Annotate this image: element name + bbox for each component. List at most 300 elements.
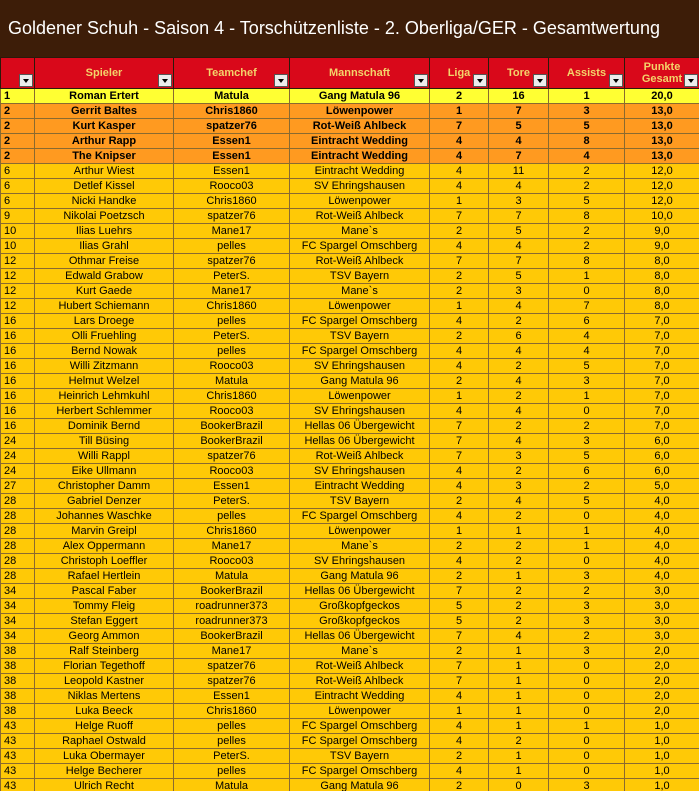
- cell-spieler[interactable]: Nicki Handke: [35, 194, 174, 209]
- cell-spieler[interactable]: Kurt Kasper: [35, 119, 174, 134]
- cell-tore[interactable]: 1: [489, 764, 549, 779]
- cell-liga[interactable]: 4: [430, 359, 489, 374]
- cell-liga[interactable]: 4: [430, 404, 489, 419]
- cell-teamchef[interactable]: Essen1: [174, 164, 290, 179]
- cell-rank[interactable]: 38: [1, 644, 35, 659]
- cell-spieler[interactable]: Georg Ammon: [35, 629, 174, 644]
- cell-assists[interactable]: 2: [549, 164, 625, 179]
- cell-rank[interactable]: 28: [1, 509, 35, 524]
- cell-liga[interactable]: 4: [430, 179, 489, 194]
- cell-rank[interactable]: 43: [1, 749, 35, 764]
- cell-liga[interactable]: 4: [430, 239, 489, 254]
- cell-rank[interactable]: 28: [1, 569, 35, 584]
- cell-punkte[interactable]: 3,0: [625, 629, 699, 644]
- cell-assists[interactable]: 7: [549, 299, 625, 314]
- cell-punkte[interactable]: 3,0: [625, 584, 699, 599]
- cell-assists[interactable]: 4: [549, 329, 625, 344]
- cell-teamchef[interactable]: Rooco03: [174, 404, 290, 419]
- cell-tore[interactable]: 5: [489, 224, 549, 239]
- cell-liga[interactable]: 4: [430, 764, 489, 779]
- cell-tore[interactable]: 4: [489, 134, 549, 149]
- cell-teamchef[interactable]: Chris1860: [174, 299, 290, 314]
- cell-rank[interactable]: 24: [1, 464, 35, 479]
- cell-mannschaft[interactable]: Rot-Weiß Ahlbeck: [290, 254, 430, 269]
- cell-liga[interactable]: 4: [430, 134, 489, 149]
- cell-assists[interactable]: 8: [549, 254, 625, 269]
- cell-mannschaft[interactable]: Löwenpower: [290, 704, 430, 719]
- filter-dropdown-icon[interactable]: [158, 74, 172, 87]
- cell-rank[interactable]: 43: [1, 779, 35, 791]
- cell-assists[interactable]: 2: [549, 239, 625, 254]
- cell-liga[interactable]: 2: [430, 284, 489, 299]
- cell-assists[interactable]: 1: [549, 89, 625, 104]
- cell-mannschaft[interactable]: FC Spargel Omschberg: [290, 509, 430, 524]
- cell-teamchef[interactable]: Chris1860: [174, 524, 290, 539]
- cell-assists[interactable]: 5: [549, 494, 625, 509]
- cell-liga[interactable]: 7: [430, 659, 489, 674]
- cell-teamchef[interactable]: roadrunner373: [174, 599, 290, 614]
- cell-assists[interactable]: 0: [549, 284, 625, 299]
- cell-tore[interactable]: 3: [489, 449, 549, 464]
- cell-teamchef[interactable]: pelles: [174, 764, 290, 779]
- cell-spieler[interactable]: Ilias Grahl: [35, 239, 174, 254]
- cell-mannschaft[interactable]: Hellas 06 Übergewicht: [290, 584, 430, 599]
- cell-rank[interactable]: 28: [1, 524, 35, 539]
- cell-punkte[interactable]: 13,0: [625, 104, 699, 119]
- cell-assists[interactable]: 0: [549, 764, 625, 779]
- cell-spieler[interactable]: Niklas Mertens: [35, 689, 174, 704]
- cell-rank[interactable]: 28: [1, 539, 35, 554]
- cell-teamchef[interactable]: Mane17: [174, 539, 290, 554]
- cell-mannschaft[interactable]: Rot-Weiß Ahlbeck: [290, 119, 430, 134]
- cell-liga[interactable]: 7: [430, 629, 489, 644]
- cell-punkte[interactable]: 6,0: [625, 434, 699, 449]
- cell-teamchef[interactable]: BookerBrazil: [174, 434, 290, 449]
- cell-tore[interactable]: 2: [489, 614, 549, 629]
- cell-tore[interactable]: 7: [489, 149, 549, 164]
- cell-spieler[interactable]: Helge Ruoff: [35, 719, 174, 734]
- cell-tore[interactable]: 1: [489, 659, 549, 674]
- cell-tore[interactable]: 7: [489, 209, 549, 224]
- cell-spieler[interactable]: Herbert Schlemmer: [35, 404, 174, 419]
- cell-assists[interactable]: 5: [549, 449, 625, 464]
- cell-rank[interactable]: 16: [1, 404, 35, 419]
- cell-tore[interactable]: 0: [489, 779, 549, 791]
- cell-spieler[interactable]: Kurt Gaede: [35, 284, 174, 299]
- cell-teamchef[interactable]: pelles: [174, 239, 290, 254]
- cell-liga[interactable]: 2: [430, 539, 489, 554]
- cell-spieler[interactable]: Ilias Luehrs: [35, 224, 174, 239]
- cell-mannschaft[interactable]: Hellas 06 Übergewicht: [290, 419, 430, 434]
- cell-mannschaft[interactable]: Rot-Weiß Ahlbeck: [290, 449, 430, 464]
- cell-punkte[interactable]: 7,0: [625, 329, 699, 344]
- cell-punkte[interactable]: 1,0: [625, 764, 699, 779]
- cell-teamchef[interactable]: Essen1: [174, 689, 290, 704]
- cell-tore[interactable]: 2: [489, 314, 549, 329]
- cell-tore[interactable]: 2: [489, 599, 549, 614]
- cell-tore[interactable]: 4: [489, 434, 549, 449]
- cell-teamchef[interactable]: Essen1: [174, 149, 290, 164]
- filter-dropdown-icon[interactable]: [684, 74, 698, 87]
- cell-mannschaft[interactable]: Mane`s: [290, 644, 430, 659]
- cell-punkte[interactable]: 4,0: [625, 524, 699, 539]
- cell-punkte[interactable]: 1,0: [625, 779, 699, 791]
- cell-rank[interactable]: 34: [1, 629, 35, 644]
- cell-punkte[interactable]: 9,0: [625, 224, 699, 239]
- cell-liga[interactable]: 2: [430, 749, 489, 764]
- cell-teamchef[interactable]: spatzer76: [174, 209, 290, 224]
- cell-rank[interactable]: 1: [1, 89, 35, 104]
- cell-rank[interactable]: 6: [1, 179, 35, 194]
- cell-teamchef[interactable]: BookerBrazil: [174, 629, 290, 644]
- cell-punkte[interactable]: 6,0: [625, 464, 699, 479]
- cell-liga[interactable]: 7: [430, 674, 489, 689]
- cell-tore[interactable]: 7: [489, 104, 549, 119]
- cell-tore[interactable]: 2: [489, 419, 549, 434]
- cell-liga[interactable]: 1: [430, 194, 489, 209]
- cell-tore[interactable]: 4: [489, 494, 549, 509]
- cell-assists[interactable]: 3: [549, 569, 625, 584]
- cell-spieler[interactable]: Olli Fruehling: [35, 329, 174, 344]
- cell-tore[interactable]: 1: [489, 644, 549, 659]
- cell-punkte[interactable]: 8,0: [625, 254, 699, 269]
- cell-rank[interactable]: 2: [1, 104, 35, 119]
- filter-dropdown-icon[interactable]: [274, 74, 288, 87]
- cell-spieler[interactable]: Eike Ullmann: [35, 464, 174, 479]
- cell-mannschaft[interactable]: Eintracht Wedding: [290, 479, 430, 494]
- cell-mannschaft[interactable]: FC Spargel Omschberg: [290, 719, 430, 734]
- cell-punkte[interactable]: 8,0: [625, 299, 699, 314]
- cell-tore[interactable]: 4: [489, 239, 549, 254]
- cell-teamchef[interactable]: spatzer76: [174, 449, 290, 464]
- cell-tore[interactable]: 1: [489, 524, 549, 539]
- cell-tore[interactable]: 11: [489, 164, 549, 179]
- cell-liga[interactable]: 7: [430, 419, 489, 434]
- cell-liga[interactable]: 7: [430, 449, 489, 464]
- cell-teamchef[interactable]: pelles: [174, 734, 290, 749]
- cell-mannschaft[interactable]: Eintracht Wedding: [290, 689, 430, 704]
- cell-tore[interactable]: 4: [489, 374, 549, 389]
- cell-teamchef[interactable]: BookerBrazil: [174, 419, 290, 434]
- cell-rank[interactable]: 43: [1, 764, 35, 779]
- cell-mannschaft[interactable]: Gang Matula 96: [290, 779, 430, 791]
- cell-assists[interactable]: 4: [549, 149, 625, 164]
- cell-spieler[interactable]: Bernd Nowak: [35, 344, 174, 359]
- cell-spieler[interactable]: Detlef Kissel: [35, 179, 174, 194]
- cell-tore[interactable]: 1: [489, 689, 549, 704]
- cell-spieler[interactable]: Dominik Bernd: [35, 419, 174, 434]
- cell-teamchef[interactable]: roadrunner373: [174, 614, 290, 629]
- cell-teamchef[interactable]: Mane17: [174, 284, 290, 299]
- cell-teamchef[interactable]: PeterS.: [174, 329, 290, 344]
- cell-assists[interactable]: 0: [549, 734, 625, 749]
- cell-assists[interactable]: 5: [549, 119, 625, 134]
- cell-mannschaft[interactable]: SV Ehringshausen: [290, 404, 430, 419]
- cell-spieler[interactable]: Othmar Freise: [35, 254, 174, 269]
- cell-spieler[interactable]: Arthur Wiest: [35, 164, 174, 179]
- cell-punkte[interactable]: 4,0: [625, 539, 699, 554]
- cell-punkte[interactable]: 6,0: [625, 449, 699, 464]
- cell-rank[interactable]: 24: [1, 449, 35, 464]
- cell-mannschaft[interactable]: TSV Bayern: [290, 269, 430, 284]
- cell-teamchef[interactable]: PeterS.: [174, 749, 290, 764]
- cell-rank[interactable]: 16: [1, 374, 35, 389]
- cell-rank[interactable]: 28: [1, 554, 35, 569]
- cell-liga[interactable]: 4: [430, 464, 489, 479]
- cell-rank[interactable]: 10: [1, 224, 35, 239]
- cell-tore[interactable]: 4: [489, 299, 549, 314]
- cell-tore[interactable]: 2: [489, 554, 549, 569]
- cell-spieler[interactable]: Tommy Fleig: [35, 599, 174, 614]
- cell-assists[interactable]: 1: [549, 269, 625, 284]
- cell-punkte[interactable]: 10,0: [625, 209, 699, 224]
- cell-spieler[interactable]: Johannes Waschke: [35, 509, 174, 524]
- cell-liga[interactable]: 5: [430, 614, 489, 629]
- cell-spieler[interactable]: Alex Oppermann: [35, 539, 174, 554]
- cell-tore[interactable]: 1: [489, 749, 549, 764]
- cell-tore[interactable]: 1: [489, 569, 549, 584]
- cell-spieler[interactable]: Heinrich Lehmkuhl: [35, 389, 174, 404]
- cell-rank[interactable]: 34: [1, 584, 35, 599]
- cell-mannschaft[interactable]: FC Spargel Omschberg: [290, 734, 430, 749]
- cell-rank[interactable]: 16: [1, 344, 35, 359]
- cell-mannschaft[interactable]: Großkopfgeckos: [290, 599, 430, 614]
- cell-mannschaft[interactable]: Löwenpower: [290, 194, 430, 209]
- cell-tore[interactable]: 4: [489, 404, 549, 419]
- cell-mannschaft[interactable]: Mane`s: [290, 539, 430, 554]
- cell-punkte[interactable]: 7,0: [625, 419, 699, 434]
- cell-assists[interactable]: 0: [549, 659, 625, 674]
- cell-mannschaft[interactable]: FC Spargel Omschberg: [290, 314, 430, 329]
- cell-liga[interactable]: 2: [430, 779, 489, 791]
- cell-tore[interactable]: 2: [489, 584, 549, 599]
- cell-liga[interactable]: 4: [430, 314, 489, 329]
- cell-punkte[interactable]: 1,0: [625, 719, 699, 734]
- cell-rank[interactable]: 6: [1, 194, 35, 209]
- cell-assists[interactable]: 3: [549, 614, 625, 629]
- cell-assists[interactable]: 3: [549, 779, 625, 791]
- cell-teamchef[interactable]: Mane17: [174, 224, 290, 239]
- cell-teamchef[interactable]: spatzer76: [174, 674, 290, 689]
- cell-mannschaft[interactable]: Mane`s: [290, 224, 430, 239]
- cell-assists[interactable]: 3: [549, 434, 625, 449]
- cell-tore[interactable]: 2: [489, 389, 549, 404]
- cell-mannschaft[interactable]: Eintracht Wedding: [290, 149, 430, 164]
- cell-liga[interactable]: 4: [430, 719, 489, 734]
- cell-assists[interactable]: 1: [549, 719, 625, 734]
- cell-mannschaft[interactable]: Gang Matula 96: [290, 569, 430, 584]
- cell-rank[interactable]: 6: [1, 164, 35, 179]
- cell-spieler[interactable]: Christoph Loeffler: [35, 554, 174, 569]
- cell-assists[interactable]: 2: [549, 584, 625, 599]
- cell-teamchef[interactable]: pelles: [174, 314, 290, 329]
- cell-rank[interactable]: 12: [1, 269, 35, 284]
- cell-teamchef[interactable]: Rooco03: [174, 464, 290, 479]
- cell-assists[interactable]: 1: [549, 524, 625, 539]
- cell-tore[interactable]: 16: [489, 89, 549, 104]
- cell-liga[interactable]: 7: [430, 584, 489, 599]
- cell-spieler[interactable]: Ralf Steinberg: [35, 644, 174, 659]
- cell-teamchef[interactable]: Mane17: [174, 644, 290, 659]
- cell-rank[interactable]: 2: [1, 119, 35, 134]
- cell-teamchef[interactable]: pelles: [174, 509, 290, 524]
- cell-teamchef[interactable]: spatzer76: [174, 254, 290, 269]
- cell-punkte[interactable]: 7,0: [625, 374, 699, 389]
- cell-punkte[interactable]: 4,0: [625, 509, 699, 524]
- cell-mannschaft[interactable]: Gang Matula 96: [290, 374, 430, 389]
- cell-liga[interactable]: 7: [430, 119, 489, 134]
- cell-tore[interactable]: 2: [489, 509, 549, 524]
- cell-liga[interactable]: 7: [430, 434, 489, 449]
- cell-mannschaft[interactable]: Hellas 06 Übergewicht: [290, 629, 430, 644]
- cell-spieler[interactable]: Pascal Faber: [35, 584, 174, 599]
- cell-liga[interactable]: 5: [430, 599, 489, 614]
- cell-teamchef[interactable]: Matula: [174, 89, 290, 104]
- cell-mannschaft[interactable]: SV Ehringshausen: [290, 359, 430, 374]
- cell-spieler[interactable]: Luka Beeck: [35, 704, 174, 719]
- cell-punkte[interactable]: 8,0: [625, 269, 699, 284]
- cell-mannschaft[interactable]: Hellas 06 Übergewicht: [290, 434, 430, 449]
- cell-assists[interactable]: 0: [549, 404, 625, 419]
- cell-assists[interactable]: 3: [549, 104, 625, 119]
- cell-punkte[interactable]: 12,0: [625, 164, 699, 179]
- cell-punkte[interactable]: 2,0: [625, 644, 699, 659]
- cell-rank[interactable]: 12: [1, 254, 35, 269]
- cell-liga[interactable]: 2: [430, 494, 489, 509]
- cell-mannschaft[interactable]: SV Ehringshausen: [290, 554, 430, 569]
- cell-punkte[interactable]: 9,0: [625, 239, 699, 254]
- cell-spieler[interactable]: The Knipser: [35, 149, 174, 164]
- cell-spieler[interactable]: Nikolai Poetzsch: [35, 209, 174, 224]
- cell-rank[interactable]: 16: [1, 359, 35, 374]
- cell-mannschaft[interactable]: Rot-Weiß Ahlbeck: [290, 209, 430, 224]
- cell-rank[interactable]: 2: [1, 134, 35, 149]
- cell-punkte[interactable]: 20,0: [625, 89, 699, 104]
- cell-teamchef[interactable]: BookerBrazil: [174, 584, 290, 599]
- cell-tore[interactable]: 2: [489, 359, 549, 374]
- cell-tore[interactable]: 3: [489, 284, 549, 299]
- cell-liga[interactable]: 7: [430, 254, 489, 269]
- cell-liga[interactable]: 2: [430, 329, 489, 344]
- cell-rank[interactable]: 9: [1, 209, 35, 224]
- cell-rank[interactable]: 34: [1, 614, 35, 629]
- cell-spieler[interactable]: Marvin Greipl: [35, 524, 174, 539]
- cell-assists[interactable]: 3: [549, 599, 625, 614]
- cell-mannschaft[interactable]: TSV Bayern: [290, 494, 430, 509]
- cell-rank[interactable]: 12: [1, 299, 35, 314]
- filter-dropdown-icon[interactable]: [19, 74, 33, 87]
- cell-liga[interactable]: 7: [430, 209, 489, 224]
- cell-liga[interactable]: 1: [430, 104, 489, 119]
- cell-teamchef[interactable]: spatzer76: [174, 119, 290, 134]
- cell-liga[interactable]: 1: [430, 704, 489, 719]
- cell-assists[interactable]: 2: [549, 629, 625, 644]
- cell-rank[interactable]: 27: [1, 479, 35, 494]
- cell-punkte[interactable]: 2,0: [625, 704, 699, 719]
- cell-punkte[interactable]: 5,0: [625, 479, 699, 494]
- cell-teamchef[interactable]: Chris1860: [174, 104, 290, 119]
- cell-assists[interactable]: 1: [549, 539, 625, 554]
- cell-spieler[interactable]: Helmut Welzel: [35, 374, 174, 389]
- cell-assists[interactable]: 0: [549, 509, 625, 524]
- cell-punkte[interactable]: 13,0: [625, 119, 699, 134]
- cell-teamchef[interactable]: Matula: [174, 374, 290, 389]
- cell-liga[interactable]: 4: [430, 509, 489, 524]
- filter-dropdown-icon[interactable]: [414, 74, 428, 87]
- cell-teamchef[interactable]: Essen1: [174, 479, 290, 494]
- filter-dropdown-icon[interactable]: [533, 74, 547, 87]
- cell-mannschaft[interactable]: FC Spargel Omschberg: [290, 239, 430, 254]
- cell-teamchef[interactable]: Chris1860: [174, 704, 290, 719]
- cell-spieler[interactable]: Willi Zitzmann: [35, 359, 174, 374]
- cell-liga[interactable]: 1: [430, 524, 489, 539]
- cell-assists[interactable]: 0: [549, 749, 625, 764]
- cell-teamchef[interactable]: pelles: [174, 344, 290, 359]
- cell-punkte[interactable]: 13,0: [625, 149, 699, 164]
- cell-teamchef[interactable]: PeterS.: [174, 269, 290, 284]
- cell-spieler[interactable]: Willi Rappl: [35, 449, 174, 464]
- cell-liga[interactable]: 4: [430, 479, 489, 494]
- cell-assists[interactable]: 0: [549, 704, 625, 719]
- cell-tore[interactable]: 1: [489, 674, 549, 689]
- cell-teamchef[interactable]: pelles: [174, 719, 290, 734]
- cell-assists[interactable]: 1: [549, 389, 625, 404]
- cell-liga[interactable]: 2: [430, 89, 489, 104]
- cell-assists[interactable]: 6: [549, 464, 625, 479]
- cell-mannschaft[interactable]: FC Spargel Omschberg: [290, 764, 430, 779]
- cell-spieler[interactable]: Christopher Damm: [35, 479, 174, 494]
- cell-rank[interactable]: 16: [1, 314, 35, 329]
- cell-mannschaft[interactable]: Löwenpower: [290, 104, 430, 119]
- cell-mannschaft[interactable]: Eintracht Wedding: [290, 164, 430, 179]
- cell-mannschaft[interactable]: Großkopfgeckos: [290, 614, 430, 629]
- cell-tore[interactable]: 2: [489, 464, 549, 479]
- cell-spieler[interactable]: Hubert Schiemann: [35, 299, 174, 314]
- cell-assists[interactable]: 3: [549, 374, 625, 389]
- cell-mannschaft[interactable]: Löwenpower: [290, 524, 430, 539]
- cell-mannschaft[interactable]: Gang Matula 96: [290, 89, 430, 104]
- cell-rank[interactable]: 28: [1, 494, 35, 509]
- filter-dropdown-icon[interactable]: [473, 74, 487, 87]
- cell-punkte[interactable]: 2,0: [625, 674, 699, 689]
- cell-tore[interactable]: 4: [489, 344, 549, 359]
- cell-rank[interactable]: 43: [1, 734, 35, 749]
- cell-spieler[interactable]: Gerrit Baltes: [35, 104, 174, 119]
- cell-tore[interactable]: 4: [489, 179, 549, 194]
- cell-mannschaft[interactable]: Löwenpower: [290, 299, 430, 314]
- cell-assists[interactable]: 4: [549, 344, 625, 359]
- cell-rank[interactable]: 16: [1, 419, 35, 434]
- cell-punkte[interactable]: 7,0: [625, 314, 699, 329]
- cell-tore[interactable]: 6: [489, 329, 549, 344]
- cell-spieler[interactable]: Raphael Ostwald: [35, 734, 174, 749]
- cell-mannschaft[interactable]: TSV Bayern: [290, 749, 430, 764]
- cell-liga[interactable]: 2: [430, 569, 489, 584]
- cell-liga[interactable]: 1: [430, 389, 489, 404]
- cell-punkte[interactable]: 3,0: [625, 599, 699, 614]
- cell-liga[interactable]: 2: [430, 644, 489, 659]
- cell-rank[interactable]: 24: [1, 434, 35, 449]
- cell-mannschaft[interactable]: Eintracht Wedding: [290, 134, 430, 149]
- cell-tore[interactable]: 3: [489, 194, 549, 209]
- cell-spieler[interactable]: Roman Ertert: [35, 89, 174, 104]
- cell-rank[interactable]: 38: [1, 689, 35, 704]
- cell-mannschaft[interactable]: SV Ehringshausen: [290, 464, 430, 479]
- cell-mannschaft[interactable]: Mane`s: [290, 284, 430, 299]
- cell-spieler[interactable]: Stefan Eggert: [35, 614, 174, 629]
- cell-punkte[interactable]: 4,0: [625, 494, 699, 509]
- cell-spieler[interactable]: Till Büsing: [35, 434, 174, 449]
